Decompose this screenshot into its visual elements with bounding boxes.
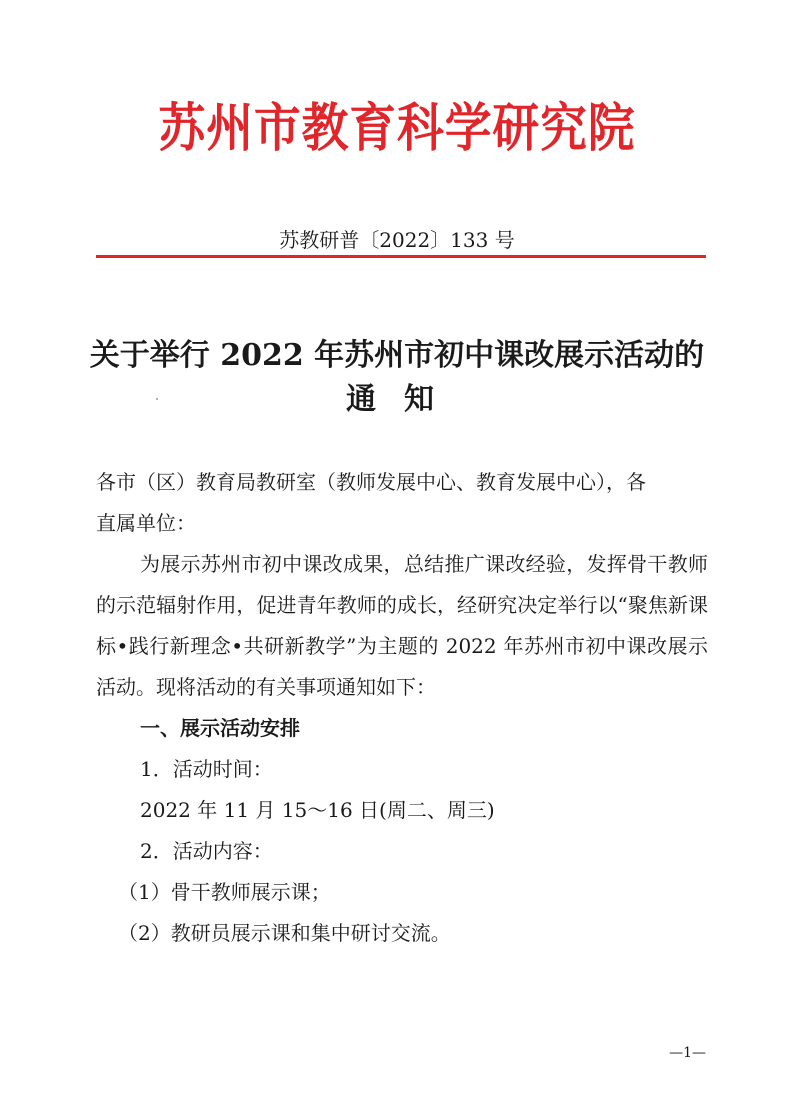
red-divider-line <box>96 255 706 258</box>
document-body <box>96 462 708 954</box>
item-1-value: 2022 年 11 月 15～16 日(周二、周三) <box>140 798 495 822</box>
document-number: 苏教研普〔2022〕133 号 <box>279 228 515 252</box>
page-number: —1— <box>669 1045 706 1061</box>
issuing-organization-header <box>0 93 794 165</box>
organization-name: 苏州市教育科学研究院 <box>158 98 636 159</box>
item-2-sub-1: （1）骨干教师展示课； <box>118 880 331 904</box>
addressee-line-1: 各市（区）教育局教研室（教师发展中心、教育发展中心），各 <box>96 470 646 494</box>
section-1-heading: 一、展示活动安排 <box>140 716 300 740</box>
addressee-line-2: 直属单位： <box>96 511 196 535</box>
item-1-label: 1．活动时间： <box>140 757 273 781</box>
item-2-label: 2．活动内容： <box>140 839 273 863</box>
item-2-sub-2: （2）教研员展示课和集中研讨交流。 <box>118 921 451 945</box>
notice-title-line-1: 关于举行 2022 年苏州市初中课改展示活动的 <box>89 338 705 373</box>
scan-speck <box>156 398 158 400</box>
intro-paragraph: 为展示苏州市初中课改成果，总结推广课改经验，发挥骨干教师的示范辐射作用，促进青年教师的成长，经研究决定举行以“聚焦新课标•践行新理念•共研新教学”为主题的 2022 年苏州市初中课改展示活动。现将活动的有关事项通知如下： <box>96 552 708 699</box>
notice-title-line-2: 通知 <box>346 382 462 417</box>
